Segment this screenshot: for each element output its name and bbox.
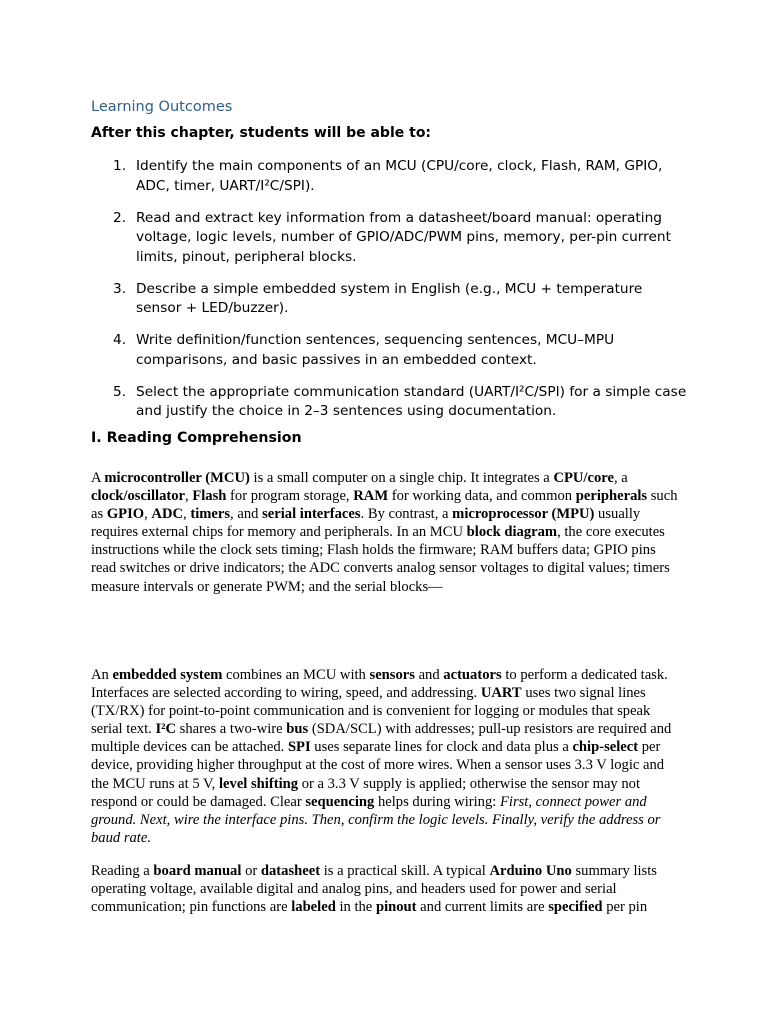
text-run: A	[91, 470, 105, 486]
text-run: , and	[230, 506, 263, 523]
term: I²C	[155, 721, 177, 738]
term: specified	[548, 899, 603, 916]
term: sensors	[369, 667, 415, 683]
outcome-item	[91, 280, 691, 319]
term: bus	[286, 721, 309, 738]
term: chip-select	[572, 739, 639, 756]
text-run: such as	[91, 488, 678, 523]
text-run: is a practical skill. A typical	[320, 863, 490, 879]
text-run: , a	[613, 470, 628, 486]
term: actuators	[443, 667, 502, 683]
outcome-text: Identify the main components of an MCU (CPU/core, clock, Flash, RAM, GPIO, ADC, timer, UART/I²C/SPI).	[136, 158, 663, 194]
text-run: per device, providing higher throughput at the cost of more wires. When a sensor uses 3.3 V logic and the MCU runs at 5 V,	[91, 739, 665, 792]
term: datasheet	[260, 863, 321, 879]
term: sequencing	[305, 793, 375, 810]
outcome-item	[91, 383, 691, 422]
text-run: and current limits are	[416, 899, 549, 916]
term: microcontroller (MCU)	[104, 470, 250, 486]
text-run: ,	[183, 506, 191, 523]
text-run: ,	[144, 506, 152, 523]
term: pinout	[375, 899, 417, 916]
text-run: summary lists operating voltage, available digital and analog pins, and headers used for power and serial communication; pin functions are	[91, 863, 657, 916]
text-run: or a 3.3 V supply is applied; otherwise the sensor may not respond or could be damaged. Clear	[91, 775, 641, 810]
text-run: uses two signal lines (TX/RX) for point-to-point communication and is convenient for logging or modules that speak serial text.	[91, 685, 651, 738]
term: peripherals	[575, 488, 648, 505]
text-run: per pin	[602, 899, 648, 916]
term: clock/oscillator	[91, 488, 186, 505]
text-run: shares a two-wire	[176, 721, 287, 738]
term: Flash	[192, 488, 227, 505]
learning-outcomes-subheading: After this chapter, students will be able to:	[91, 125, 432, 141]
outcome-number: 2.	[113, 209, 127, 226]
text-run: (SDA/SCL) with addresses; pull-up resistors are required and multiple devices can be attached.	[91, 721, 672, 756]
sequencing-example: First, connect power and ground. Next, wire the interface pins. Then, confirm the logic levels. Finally, verify the address or baud rate.	[91, 793, 661, 846]
term: RAM	[353, 488, 389, 505]
term: board manual	[153, 863, 242, 879]
text-run: is a small computer on a single chip. It integrates a	[249, 470, 554, 486]
outcome-text: Select the appropriate communication standard (UART/I²C/SPI) for a simple case and justify the choice in 2–3 sentences using documentation.	[136, 383, 687, 419]
term: ADC	[151, 506, 184, 523]
text-run: and	[414, 667, 444, 683]
term: labeled	[291, 899, 336, 916]
term: SPI	[287, 739, 311, 756]
learning-outcomes-heading: Learning Outcomes	[91, 99, 233, 115]
outcome-item	[91, 209, 691, 268]
text-run: for working data, and common	[388, 488, 576, 505]
term: UART	[480, 685, 522, 702]
outcome-text: Describe a simple embedded system in English (e.g., MCU + temperature sensor + LED/buzzer).	[136, 280, 643, 316]
outcome-item	[91, 331, 691, 370]
reading-paragraph-2	[91, 666, 681, 847]
text-run: in the	[335, 899, 376, 916]
outcome-number: 5.	[113, 383, 127, 400]
learning-outcomes-list	[91, 157, 691, 434]
text-run: . By contrast, a	[360, 506, 453, 523]
term: microprocessor (MPU)	[452, 506, 595, 523]
text-run: helps during wiring:	[374, 793, 500, 810]
term: Arduino Uno	[489, 863, 572, 879]
text-run: , the core executes instructions while the clock sets timing; Flash holds the firmware; RAM buffers data; GPIO pins read switches or drive indicators; the ADC converts analog sensor voltages to digital values; timers measure intervals or generate PWM; and the serial blocks—	[91, 524, 670, 595]
outcome-number: 3.	[113, 280, 127, 297]
text-run: usually requires external chips for memory and peripherals. In an MCU	[91, 506, 641, 541]
outcome-number: 1.	[113, 158, 127, 174]
term: level shifting	[218, 775, 299, 792]
text-run: combines an MCU with	[222, 667, 370, 683]
term: GPIO	[106, 506, 145, 523]
term: CPU/core	[553, 470, 614, 486]
reading-paragraph-3	[91, 862, 681, 916]
outcome-text: Read and extract key information from a datasheet/board manual: operating voltage, logic levels, number of GPIO/ADC/PWM pins, memory, per-pin current limits, pinout, peripheral blocks.	[136, 209, 671, 265]
text-run: or	[241, 863, 261, 879]
term: block diagram	[466, 524, 558, 541]
text-run: ,	[185, 488, 193, 505]
term: timers	[190, 506, 231, 523]
reading-paragraph-1	[91, 469, 681, 596]
text-run: Reading a	[91, 863, 154, 879]
text-run: An	[91, 667, 113, 683]
text-run: to perform a dedicated task. Interfaces are selected according to wiring, speed, and addressing.	[91, 667, 668, 702]
outcome-number: 4.	[113, 332, 127, 348]
text-run: for program storage,	[226, 488, 354, 505]
outcome-item	[91, 157, 691, 196]
term: serial interfaces	[262, 506, 361, 523]
term: embedded system	[112, 667, 223, 683]
outcome-text: Write definition/function sentences, sequencing sentences, MCU–MPU comparisons, and basic passives in an embedded context.	[136, 332, 615, 368]
text-run: uses separate lines for clock and data plus a	[310, 739, 573, 756]
reading-comprehension-heading: I. Reading Comprehension	[91, 430, 302, 446]
